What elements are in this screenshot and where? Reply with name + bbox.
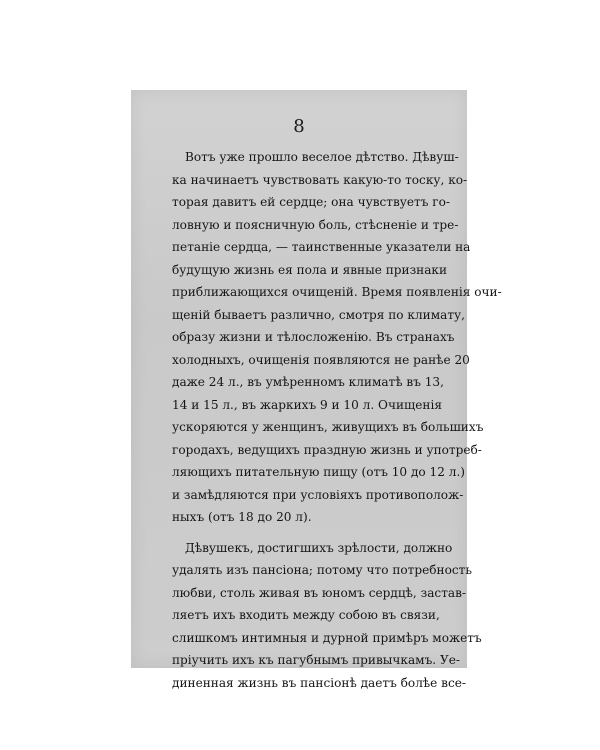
text-line: петаніе сердца, — таинственные указатели на: [172, 240, 471, 254]
text-line: торая давитъ ей сердце; она чувствуетъ го-: [172, 195, 450, 209]
text-line: Вотъ уже прошло веселое дѣтство. Дѣвуш-: [185, 150, 459, 164]
text-line: ляющихъ питательную пищу (отъ 10 до 12 л.): [172, 465, 466, 479]
text-line: ка начинаетъ чувствовать какую-то тоску, ко-: [172, 172, 468, 187]
text-line: ляетъ ихъ входить между собою въ связи,: [172, 608, 440, 622]
text-line: ныхъ (отъ 18 до 20 л).: [172, 510, 312, 524]
text-line: удалять изъ пансіона; потому что потребность: [172, 563, 472, 577]
text-line: щеній бываетъ различно, смотря по климату,: [172, 307, 465, 322]
page-number: 8: [293, 116, 305, 137]
text-line: образу жизни и тѣлосложенію. Въ странахъ: [172, 330, 455, 344]
text-line: диненная жизнь въ пансіонѣ даетъ болѣе все-: [172, 675, 467, 690]
text-line: и замѣдляются при условіяхъ противополож-: [172, 487, 464, 502]
text-line: Дѣвушекъ, достигшихъ зрѣлости, должно: [185, 540, 453, 555]
body-text: [172, 146, 502, 694]
text-line: приближающихся очищеній. Время появленія очи-: [172, 285, 502, 299]
text-line: ловную и поясничную боль, стѣсненіе и тре-: [172, 217, 459, 232]
text-line: будущую жизнь ея пола и явные признаки: [172, 262, 448, 277]
text-line: ускоряются у женщинъ, живущихъ въ большихъ: [172, 420, 484, 434]
book-page: [131, 90, 502, 690]
text-line: даже 24 л., въ умѣренномъ климатѣ въ 13,: [172, 375, 444, 389]
text-line: городахъ, ведущихъ праздную жизнь и употреб-: [172, 442, 482, 457]
text-line: любви, столь живая въ юномъ сердцѣ, застав-: [172, 585, 466, 600]
text-line: слишкомъ интимныя и дурной примѣръ можетъ: [172, 630, 482, 645]
paragraph-gap: [172, 529, 434, 537]
text-line: пріучить ихъ къ пагубнымъ привычкамъ. Уе-: [172, 653, 460, 667]
text-line: холодныхъ, очищенія появляются не ранѣе 20: [172, 352, 470, 367]
text-line: 14 и 15 л., въ жаркихъ 9 и 10 л. Очищенія: [172, 397, 442, 412]
